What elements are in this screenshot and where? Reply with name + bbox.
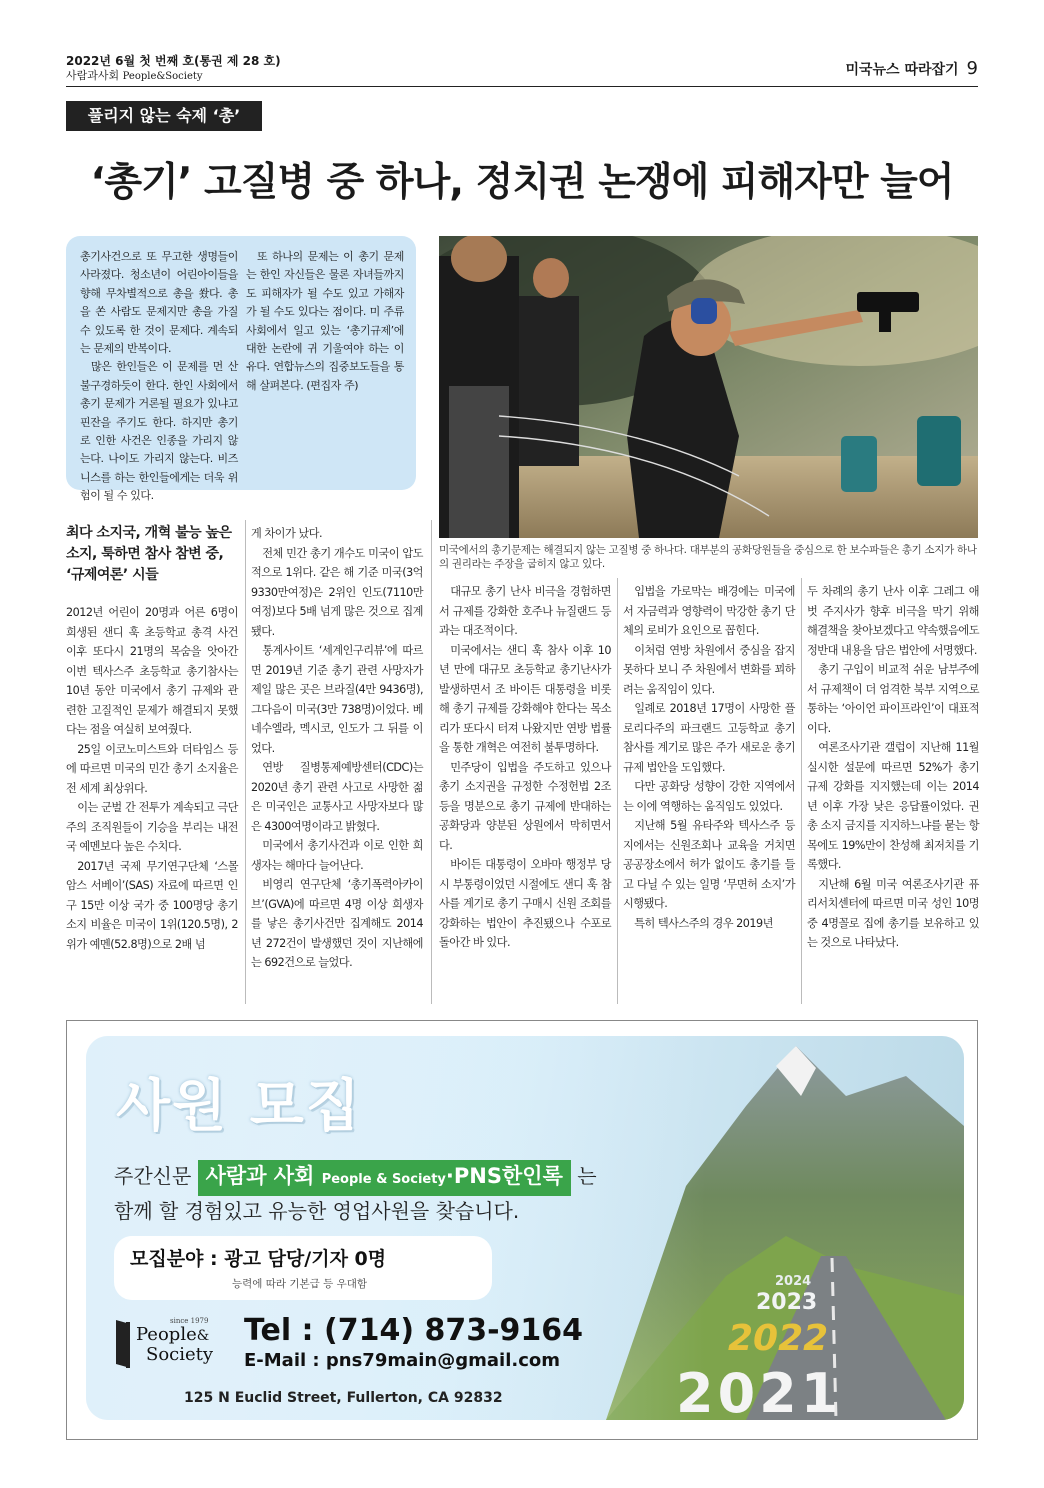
logo-society: Society	[146, 1344, 214, 1365]
section-title	[845, 58, 978, 79]
ad-brand-en: People & Society	[321, 1172, 446, 1187]
body-paragraph: 전체 민간 총기 개수도 미국이 압도적으로 1위다. 같은 해 기준 미국(3억 9330만여정)은 2위인 인도(7110만여정)보다 5배 넘게 많은 것으로 집계됐다.	[251, 546, 423, 638]
column-divider	[801, 578, 802, 1004]
body-paragraph: 비영리 연구단체 ‘총기폭력아카이브’(GVA)에 따르면 4명 이상 희생자를 낳은 총기사건만 집계해도 2014년 272건이 발생했던 것이 지난해에는 692건으로 늘었다.	[251, 878, 423, 969]
ad-brand-badge	[198, 1160, 571, 1196]
ad-brand-pns: PNS한인록	[453, 1164, 563, 1188]
lead-paragraph: 총기사건으로 또 무고한 생명들이 사라졌다. 청소년이 어린아이들을 향해 무차별적으로 총을 쐈다. 총을 쏜 사람도 문제지만 총을 가질 수 있도록 한 것이 문제다. 계속되는 문제의 반복이다.	[80, 250, 238, 356]
body-column-3	[439, 582, 611, 953]
body-paragraph: 연방 질병통제예방센터(CDC)는 2020년 총기 관련 사고로 사망한 젊은 미국인은 교통사고 사망자보다 많은 4300여명이라고 밝혔다.	[251, 761, 423, 833]
paper-name	[66, 69, 203, 83]
ad-telephone: Tel : (714) 873-9164	[244, 1313, 584, 1348]
paper-name-ko: 사람과사회	[66, 69, 120, 82]
body-paragraph: 바이든 대통령이 오바마 행정부 당시 부통령이었던 시절에도 샌디 훅 참사를 계기로 총기 구매시 신원 조회를 강화하는 법안이 추진됐으나 수포로 돌아간 바 있다.	[439, 858, 611, 949]
column-divider	[431, 520, 432, 1004]
body-paragraph: 특히 텍사스주의 경우 2019년	[634, 916, 773, 930]
ad-address: 125 N Euclid Street, Fullerton, CA 92832	[184, 1390, 503, 1406]
logo-since: since 1979	[170, 1317, 209, 1325]
road-year-2023: 2023	[756, 1290, 818, 1315]
body-paragraph: 이처럼 연방 차원에서 중심을 잡지 못하다 보니 주 차원에서 변화를 꾀하려는 움직임이 있다.	[623, 643, 795, 696]
body-paragraph: 미국에서 총기사건과 이로 인한 희생자는 해마다 늘어난다.	[251, 839, 423, 872]
ad-line1-post: 는	[577, 1164, 597, 1188]
page-number: 9	[966, 58, 978, 79]
body-column-2	[251, 524, 423, 973]
body-column-1	[66, 603, 238, 954]
body-paragraph: 2012년 어린이 20명과 어른 6명이 희생된 샌디 훅 초등학교 총격 사건 이후 또다시 21명의 목숨을 앗아간 이번 텍사스주 초등학교 총기참사는 10년 동안 미국에서 총기 규제와 관련한 고질적인 문제가 해결되지 못했다는 점을 여실히 보여줬다.	[66, 606, 238, 736]
body-paragraph: 두 차례의 총기 난사 이후 그레그 애벗 주지사가 향후 비극을 막기 위해 해결책을 찾아보겠다고 약속했음에도 정반대 내용을 담은 법안에 서명했다.	[807, 585, 979, 657]
lead-box	[66, 236, 416, 503]
road-year-2024: 2024	[775, 1274, 812, 1289]
photo-caption: 미국에서의 총기문제는 해결되지 않는 고질병 중 하나다. 대부분의 공화당원들을 중심으로 한 보수파들은 총기 소지가 하나의 권리라는 주장을 굽히지 않고 있다.	[439, 544, 977, 570]
body-paragraph: 민주당이 입법을 주도하고 있으나 총기 소지권을 규정한 수정헌법 2조 등을 명분으로 총기 규제에 반대하는 공화당과 양분된 상원에서 막히면서다.	[439, 760, 611, 852]
column-divider	[245, 520, 246, 1004]
body-paragraph: 대규모 총기 난사 비극을 경험하면서 규제를 강화한 호주나 뉴질랜드 등과는 대조적이다.	[439, 585, 611, 637]
body-paragraph: 미국에서는 샌디 훅 참사 이후 10년 만에 대규모 초등학교 총기난사가 발생하면서 조 바이든 대통령을 비롯해 총기 규제를 강화해야 한다는 목소리가 또다시 터져 나왔지만 연방 법률을 통한 개혁은 여전히 불투명하다.	[439, 643, 611, 754]
road-year-2021: 2021	[676, 1362, 843, 1425]
body-paragraph: 입법을 가로막는 배경에는 미국에서 자금력과 영향력이 막강한 총기 단체의 로비가 요인으로 꼽힌다.	[623, 585, 795, 637]
article-subhead: 최다 소지국, 개혁 불능 높은 소지, 툭하면 참사 참변 중, ‘규제여론’ 시들	[66, 525, 232, 583]
lead-column-right	[246, 248, 404, 395]
lead-paragraph: 많은 한인들은 이 문제를 먼 산 불구경하듯이 한다. 한인 사회에서 총기 문제가 거론될 필요가 있냐고 핀잔을 주기도 한다. 하지만 총기로 인한 사건은 인종을 가리지 않는다. 나이도 가리지 않는다. 비즈니스를 하는 한인들에게는 더욱 위험이 될 수 있다.	[80, 360, 238, 503]
section-name: 미국뉴스 따라잡기	[845, 62, 959, 78]
body-column-4	[623, 582, 795, 933]
paper-name-en: People&Society	[122, 71, 203, 82]
article-kicker: 풀리지 않는 숙제 ‘총’	[66, 101, 262, 131]
road-year-2022: 2022	[728, 1318, 829, 1359]
header-rule	[66, 86, 978, 87]
body-paragraph: 지난해 6월 미국 여론조사기관 퓨리서치센터에 따르면 미국 성인 10명 중 4명꼴로 집에 총기를 보유하고 있는 것으로 나타났다.	[807, 877, 979, 949]
lead-column-left	[80, 248, 238, 506]
lead-paragraph: 또 하나의 문제는 이 총기 문제는 한인 자신들은 물론 자녀들까지도 피해자가 될 수도 있고 가해자가 될 수도 있다는 점이다. 미 주류사회에서 일고 있는 ‘총기규제’에 대한 논란에 귀 기울여야 하는 이유다. 연합뉴스의 집중보도들을 통해 살펴본다. (편집자 주)	[246, 250, 404, 392]
article-headline: ‘총기’ 고질병 중 하나, 정치권 논쟁에 피해자만 늘어	[90, 160, 954, 205]
column-divider	[617, 578, 618, 1004]
body-paragraph: 여론조사기관 갤럽이 지난해 11월 실시한 설문에 따르면 52%가 총기 규제 강화를 지지했는데 이는 2014년 이후 가장 낮은 응답률이었다. 권총 소지 금지를 지지하느냐를 묻는 항목에도 19%만이 찬성해 최저치를 기록했다.	[807, 741, 979, 871]
ad-title: 사원 모집	[116, 1074, 362, 1139]
body-column-5	[807, 582, 979, 953]
ad-line1-pre: 주간신문	[114, 1164, 192, 1188]
shooting-range-illustration	[439, 236, 978, 538]
body-paragraph: 2017년 국제 무기연구단체 ‘스몰 암스 서베이’(SAS) 자료에 따르면 인구 15만 이상 국가 중 100명당 총기 소지 비율은 미국이 1위(120.5명), 2위가 예멘(52.8명)으로 2배 넘	[66, 859, 238, 951]
ad-recruit-field: 모집분야 : 광고 담당/기자 0명	[130, 1248, 387, 1270]
ad-recruit-note: 능력에 따라 기본급 등 우대함	[232, 1278, 368, 1290]
ad-brand-sep: ·	[445, 1164, 454, 1188]
ad-email: E-Mail : pns79main@gmail.com	[244, 1350, 561, 1371]
body-paragraph: 통계사이트 ‘세계인구리뷰’에 따르면 2019년 기준 총기 관련 사망자가 제일 많은 곳은 브라질(4만 9436명), 그다음이 미국(3만 738명)이었다. 베네수엘라, 멕시코, 인도가 그 뒤를 이었다.	[251, 644, 423, 755]
issue-info: 2022년 6월 첫 번째 호(통권 제 28 호)	[66, 54, 281, 68]
body-paragraph: 다만 공화당 성향이 강한 지역에서는 이에 역행하는 움직임도 있었다.	[623, 780, 795, 813]
logo-people: People&	[136, 1324, 210, 1345]
body-paragraph: 지난해 5월 유타주와 텍사스주 등지에서는 신원조회나 교육을 거치면 공공장소에서 허가 없이도 총기를 들고 다닐 수 있는 일명 ‘무면허 소지’가 시행됐다.	[623, 819, 795, 910]
body-paragraph: 게 차이가 났다.	[251, 527, 323, 540]
people-society-logo	[112, 1316, 224, 1372]
body-paragraph: 25일 이코노미스트와 더타임스 등에 따르면 미국의 민간 총기 소지율은 전 세계 최상위다.	[66, 742, 238, 795]
ad-line2: 함께 할 경험있고 유능한 영업사원을 찾습니다.	[114, 1199, 520, 1223]
logo-amp: &	[196, 1328, 210, 1344]
body-paragraph: 이는 군벌 간 전투가 계속되고 극단주의 조직원들이 기승을 부리는 내전국 예멘보다 높은 수치다.	[66, 801, 238, 853]
body-paragraph: 총기 구입이 비교적 쉬운 남부주에서 규제책이 더 엄격한 북부 지역으로 통하는 ‘아이언 파이프라인’이 대표적이다.	[807, 663, 979, 735]
ad-brand-ko: 사람과 사회	[205, 1164, 315, 1188]
body-paragraph: 일례로 2018년 17명이 사망한 플로리다주의 파크랜드 고등학교 총기참사를 계기로 많은 주가 새로운 총기 규제 법안을 도입했다.	[623, 702, 795, 774]
article-photo	[439, 236, 978, 538]
ad-line1	[114, 1160, 597, 1196]
